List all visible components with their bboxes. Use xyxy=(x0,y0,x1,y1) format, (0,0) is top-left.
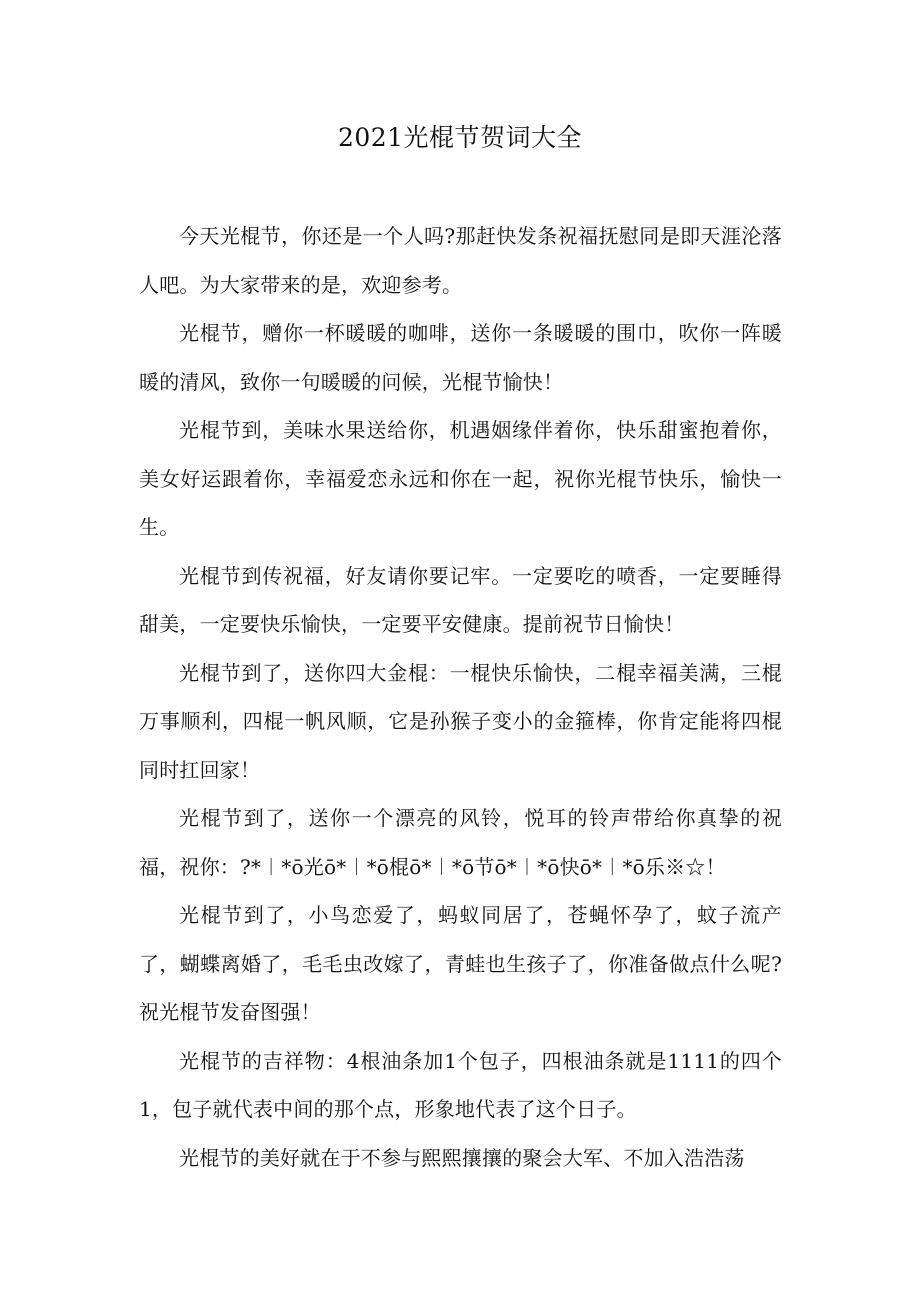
paragraph: 光棍节到了，送你四大金棍：一棍快乐愉快，二棍幸福美满，三棍万事顺利，四棍一帆风顺，它是孙猴子变小的金箍棒，你肯定能将四棍同时扛回家！ xyxy=(139,660,782,782)
paragraph: 光棍节，赠你一杯暖暖的咖啡，送你一条暖暖的围巾，吹你一阵暖暖的清风，致你一句暖暖的问候，光棍节愉快！ xyxy=(139,321,782,394)
paragraph: 光棍节到传祝福，好友请你要记牢。一定要吃的喷香，一定要睡得甜美，一定要快乐愉快，一定要平安健康。提前祝节日愉快！ xyxy=(139,563,782,636)
paragraph: 光棍节到了，送你一个漂亮的风铃，悦耳的铃声带给你真挚的祝福，祝你：?*︱*ō光ō*︱*ō棍ō*︱*ō节ō*︱*ō快ō*︱*ō乐※☆！ xyxy=(139,806,782,879)
paragraph: 光棍节到了，小鸟恋爱了，蚂蚁同居了，苍蝇怀孕了，蚊子流产了，蝴蝶离婚了，毛毛虫改嫁了，青蛙也生孩子了，你准备做点什么呢?祝光棍节发奋图强！ xyxy=(139,903,782,1024)
document-title: 2021光棍节贺词大全 xyxy=(337,123,583,152)
document-body xyxy=(139,212,782,1182)
paragraph: 光棍节的美好就在于不参与熙熙攘攘的聚会大军、不加入浩浩荡 xyxy=(179,1145,745,1170)
paragraph: 光棍节的吉祥物：4根油条加1个包子，四根油条就是1111的四个1，包子就代表中间的那个点，形象地代表了这个日子。 xyxy=(139,1048,782,1121)
paragraph: 光棍节到，美味水果送给你，机遇姻缘伴着你，快乐甜蜜抱着你，美女好运跟着你，幸福爱恋永远和你在一起，祝你光棍节快乐，愉快一生。 xyxy=(139,418,782,539)
paragraph: 今天光棍节，你还是一个人吗?那赶快发条祝福抚慰同是即天涯沦落人吧。为大家带来的是，欢迎参考。 xyxy=(139,224,782,297)
